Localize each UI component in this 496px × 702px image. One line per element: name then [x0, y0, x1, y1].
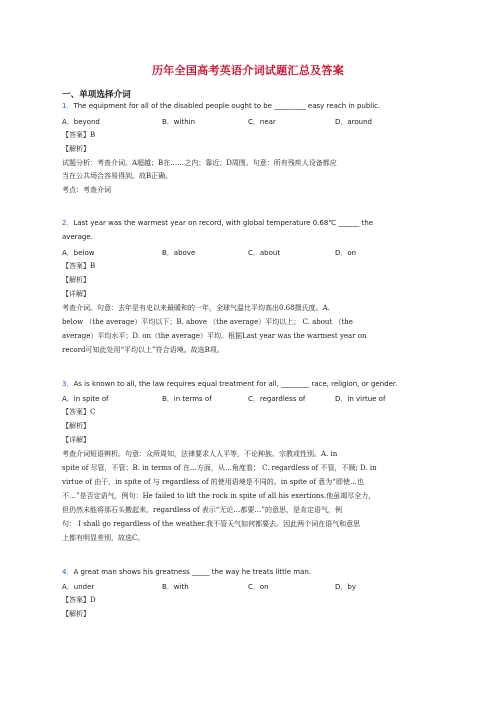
option-c: C．regardless of — [248, 395, 306, 403]
option-b: B．with — [162, 583, 189, 591]
question-3-analysis-label: 【解析】 — [62, 422, 90, 430]
option-c: C．about — [248, 249, 281, 257]
question-2-answer: 【答案】B — [62, 262, 96, 270]
option-d: D．by — [335, 583, 356, 591]
question-2-explain: average）平均水平；D. on（the average）平均。根据Last year was the warmest year on — [62, 332, 367, 340]
question-3-detail-label: 【详解】 — [62, 436, 90, 444]
question-3-explain: 句： I shall go regardless of the weather.我不管天气如何都要去。因此两个词在语气和意思 — [62, 520, 361, 528]
option-b: B．within — [162, 118, 196, 126]
question-1-explain: 试题分析：考查介词。A超越；B在……之内；靠近；D周围。句意：所有残疾人设备都应 — [62, 159, 337, 167]
question-3-explain: spite of 尽管，不管；B. in terms of 在…方面，从…角度看； C. regardless of 不管，不顾; D. in — [62, 464, 377, 472]
section-heading: 一、单项选择介词 — [62, 90, 131, 100]
question-4-analysis-label: 【解析】 — [62, 610, 90, 618]
question-3-explain: 但仍然未能将那石头搬起来。regardless of 表示“无论…都要…”的意思，是肯定语气，例 — [62, 506, 342, 514]
question-2-explain: record可知此处用“平均以上”符合语境。故选B项。 — [62, 346, 224, 354]
question-2-explain: below （the average）平均以下；B. above （the average）平均以上； C. about （the — [62, 318, 353, 326]
option-a: A．in spite of — [62, 395, 109, 403]
question-1-analysis-label: 【解析】 — [62, 145, 90, 153]
question-2-analysis-label: 【解析】 — [62, 276, 90, 284]
option-b: B．above — [162, 249, 196, 257]
question-3-explain: virtue of 由于，in spite of 与 regardless of 的使用语境是不同的。in spite of 意为“即使…也 — [62, 478, 364, 486]
question-3-explain: 上都有明显差别，故选C。 — [62, 534, 145, 542]
question-1-stem: 1．The equipment for all of the disabled people ought to be _________ easy reach in public. — [62, 102, 381, 110]
option-d: D．in virtue of — [335, 395, 386, 403]
question-4-stem: 4．A great man shows his greatness _____ the way he treats little man. — [62, 568, 312, 576]
option-d: D．on — [335, 249, 357, 257]
option-d: D．around — [335, 118, 373, 126]
question-4-answer: 【答案】D — [62, 596, 96, 604]
question-2-stem-cont: average. — [62, 233, 93, 241]
question-2-explain: 考查介词。句意：去年是有史以来最暖和的一年，全球气温比平均高出0.68摄氏度。A. — [62, 304, 330, 312]
option-a: A．under — [62, 583, 95, 591]
option-b: B．in terms of — [162, 395, 212, 403]
question-2-detail-label: 【详解】 — [62, 290, 90, 298]
document-title: 历年全国高考英语介词试题汇总及答案 — [151, 64, 345, 77]
option-a: A．below — [62, 249, 95, 257]
option-c: C．near — [248, 118, 276, 126]
question-2-stem: 2．Last year was the warmest year on record, with global temperature 0.68℃ ______ the — [62, 219, 374, 227]
question-3-stem: 3．As is known to all, the law requires equal treatment for all, ________ race, religion, or gender. — [62, 380, 398, 388]
question-1-explain: 当在公共场合容易得到。故B正确。 — [62, 172, 173, 180]
question-1-explain: 考点：考查介词 — [62, 186, 111, 194]
question-3-explain: 考查介词短语辨析。句意：众所周知，法律要求人人平等，不论种族、宗教或性别。A. in — [62, 450, 338, 458]
option-c: C．on — [248, 583, 269, 591]
question-1-answer: 【答案】B — [62, 131, 96, 139]
question-3-answer: 【答案】C — [62, 408, 96, 416]
option-a: A．beyond — [62, 118, 100, 126]
question-3-explain: 不…”是否定语气，例句：He failed to lift the rock in spite of all his exertions.他虽竭尽全力， — [62, 492, 376, 500]
